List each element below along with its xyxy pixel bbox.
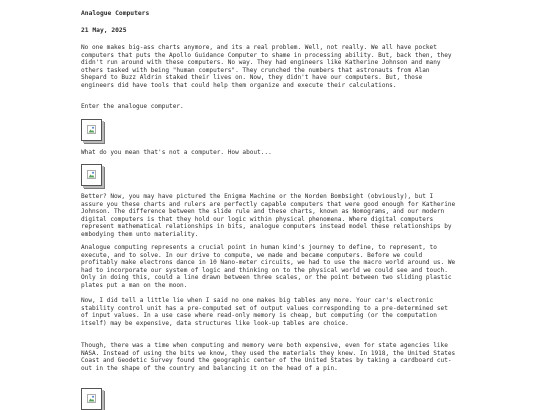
broken-image-icon	[87, 170, 96, 179]
article-title: Analogue Computers	[81, 10, 150, 17]
broken-image-icon	[87, 394, 96, 403]
broken-image-icon	[87, 125, 96, 134]
image-slide-rule	[81, 119, 102, 141]
article-date: 21 May, 2025	[81, 27, 127, 34]
paragraph-intro: No one makes big-ass charts anymore, and its a real problem. Well, not really. We all have pocket computers that puts the Apollo Guidance Computer to shame in processing ability. But, back then, they didn't run around with these computers. No way. They had engineers like Katherine Johnson and many others tasked with being "human computers". They crunched the numbers that astronauts from Alan Shepard to Buzz Aldrin staked their lives on. Now, they didn't have our computers. But, those engineers did have tools that could help them organize and execute their calculations.	[81, 44, 452, 89]
paragraph-lookup-tables: Now, I did tell a little lie when I said no one makes big tables any more. Your car's electronic stability control unit has a pre-computed set of output values corresponding to a pre-determined set of input values. In a use case where read-only memory is cheap, but computing (or the computation itself) may be expensive, data structures like look-up tables are choice.	[81, 297, 448, 327]
paragraph-analogue-computing: Analogue computing represents a crucial point in human kind's journey to define, to represent, to execute, and to solve. In our drive to compute, we made and became computers. Before we could profitably make electrons dance in 10 Nano-meter circuits, we had to use the macro world around us. We had to incorporate our system of logic and thinking on to the physical world we could see and touch. Only in doing this, could a line drawn between three scales, or the point between two sliding plastic plates put a man on the moon.	[81, 244, 456, 289]
paragraph-better: Better? Now, you may have pictured the Enigma Machine or the Norden Bombsight (obviously), but I assure you these charts and rulers are perfectly capable computers that were good enough for Katherine Johnson. The difference between the slide rule and these charts, known as Nomograms, and our modern digital computers is that they hold our logic within physical phenomena. Where digital computers represent mathematical relationships in bits, analogue computers instead model these relationships by embodying them unto materiality.	[81, 193, 456, 238]
paragraph-question: What do you mean that's not a computer. How about...	[81, 149, 272, 156]
paragraph-center-of-us: Though, there was a time when computing and memory were both expensive, even for state agencies like NASA. Instead of using the bits we know, they used the materials they knew. In 1918, the United States Coast and Geodetic Survey found the geographic center of the United States by taking a cardboard cut-out in the shape of the country and balancing it on the head of a pin.	[81, 342, 456, 372]
paragraph-enter: Enter the analogue computer.	[81, 103, 184, 110]
image-nomogram	[81, 164, 102, 186]
image-cardboard-cutout	[81, 388, 102, 410]
